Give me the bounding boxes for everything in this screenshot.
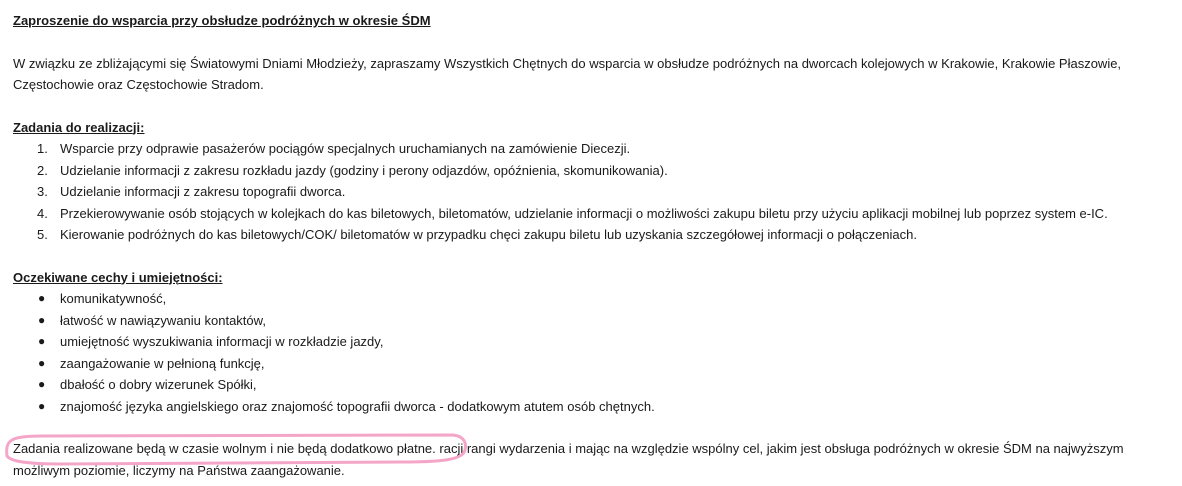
list-item-text: Udzielanie informacji z zakresu topografii dworca.: [60, 184, 346, 199]
bullet-icon: ●: [38, 398, 46, 413]
tasks-list: [13, 138, 1178, 246]
list-item: [13, 288, 1178, 310]
list-item: [13, 331, 1178, 353]
list-number: 3.: [37, 184, 48, 199]
list-item-text: komunikatywność,: [60, 291, 167, 306]
list-item-text: Kierowanie podróżnych do kas biletowych/COK/ biletomatów w przypadku chęci zakupu biletu lub uzyskania szczegółowej informacji o połączeniach.: [60, 227, 917, 242]
list-item-text: Udzielanie informacji z zakresu rozkładu jazdy (godziny i perony odjazdów, opóźnienia, skomunikowania).: [60, 162, 668, 178]
list-number: 2.: [37, 162, 48, 178]
list-item-text: łatwość w nawiązywaniu kontaktów,: [60, 312, 266, 328]
list-number: 4.: [37, 205, 48, 221]
list-item: [13, 203, 1178, 225]
list-item-text: Wsparcie przy odprawie pasażerów pociągów specjalnych uruchamianych na zamówienie Diecezji.: [60, 141, 631, 156]
list-number: 5.: [37, 227, 48, 242]
document-title: Zaproszenie do wsparcia przy obsłudze podróżnych w okresie ŚDM: [13, 13, 431, 28]
list-item: [13, 353, 1178, 375]
list-item-text: Przekierowywanie osób stojących w kolejkach do kas biletowych, biletomatów, udzielanie informacji o możliwości zakupu biletu przy użyciu aplikacji mobilnej lub poprzez system e-IC.: [60, 205, 1108, 221]
spacer: [13, 96, 1178, 117]
list-item: [13, 310, 1178, 332]
list-number: 1.: [37, 141, 48, 156]
list-item: [13, 160, 1178, 182]
list-item: [13, 181, 1178, 203]
list-item: [13, 138, 1178, 160]
bullet-icon: ●: [38, 334, 46, 348]
list-item-text: znajomość języka angielskiego oraz znajomość topografii dworca - dodatkowym atutem osób chętnych.: [60, 398, 655, 414]
tasks-heading: Zadania do realizacji:: [13, 119, 145, 135]
bullet-icon: ●: [38, 312, 46, 327]
spacer: [13, 246, 1178, 267]
spacer: [13, 417, 1178, 438]
list-item-text: zaangażowanie w pełnioną funkcję,: [60, 355, 265, 371]
highlighted-sentence: Zadania realizowane będą w czasie wolnym i nie będą dodatkowo płatne.: [13, 441, 436, 456]
final-sentence-rest: racji rangi wydarzenia i mając na względzie wspólny cel, jakim jest obsługa podróżnych w okresie ŚDM na najwyższym możliwym poziomie, liczymy na Państwa zaangażowanie.: [13, 441, 1124, 478]
list-item: [13, 396, 1178, 418]
list-item-text: dbałość o dobry wizerunek Spółki,: [60, 377, 257, 392]
skills-heading: Oczekiwane cechy i umiejętności:: [13, 269, 223, 285]
bullet-icon: ●: [38, 291, 46, 305]
list-item: [13, 224, 1178, 246]
intro-paragraph: W związku ze zbliżającymi się Światowymi Dniami Młodzieży, zapraszamy Wszystkich Chętnych do wsparcia w obsłudze podróżnych na dworcach kolejowych w Krakowie, Krakowie Płaszowie, Częstochowie oraz Częstochowie Stradom.: [13, 55, 1122, 92]
final-paragraph: [13, 438, 1178, 481]
list-item-text: umiejętność wyszukiwania informacji w rozkładzie jazdy,: [60, 334, 384, 349]
spacer: [13, 32, 1178, 53]
skills-list: [13, 288, 1178, 417]
bullet-icon: ●: [38, 377, 46, 391]
list-item: [13, 374, 1178, 396]
document-body: [13, 10, 1178, 481]
bullet-icon: ●: [38, 355, 46, 370]
